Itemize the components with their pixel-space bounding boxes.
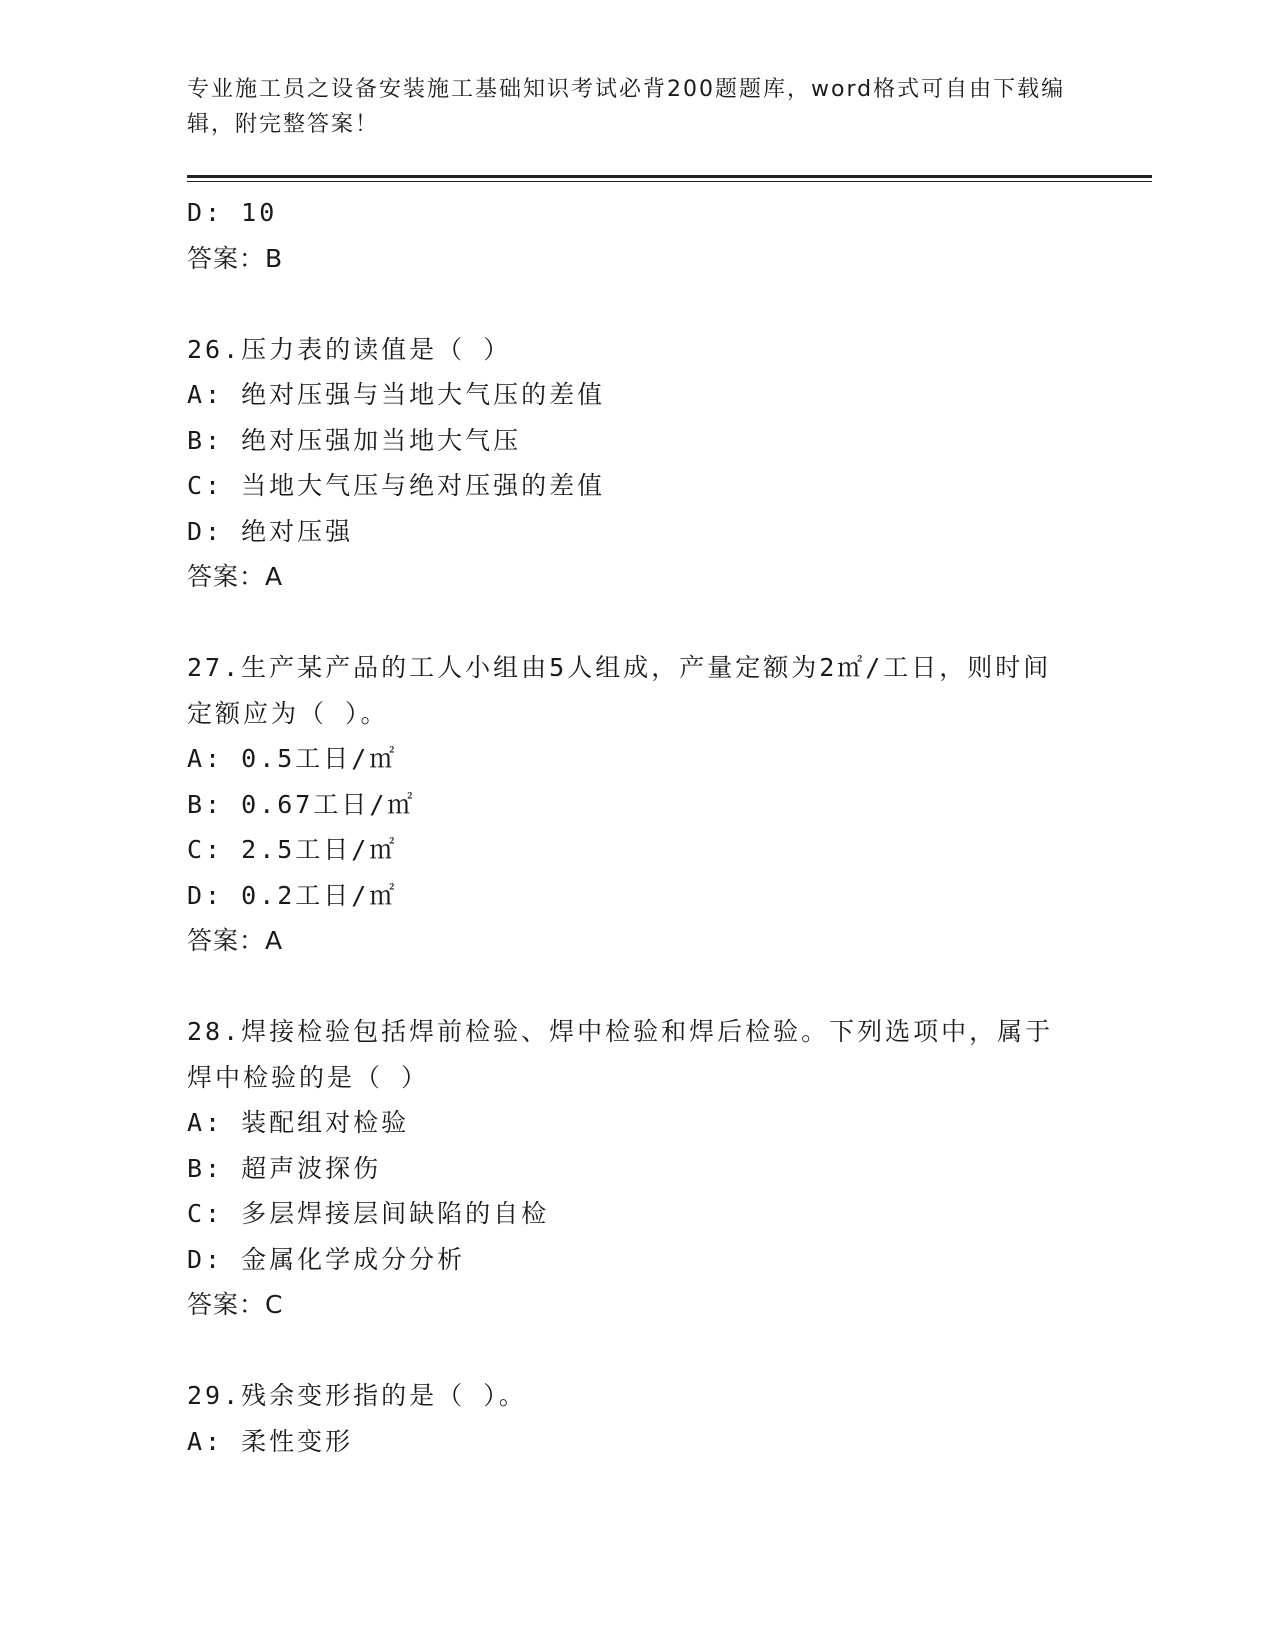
answer: 答案：A — [187, 926, 284, 955]
option-a: A: 柔性变形 — [187, 1426, 354, 1456]
question-stem: 29.残余变形指的是（ ）。 — [187, 1381, 527, 1410]
option-d: D: 0.2工日/㎡ — [187, 880, 398, 910]
answer: 答案：A — [187, 562, 284, 591]
option-a: A: 0.5工日/㎡ — [187, 744, 398, 773]
option-d: D: 10 — [187, 198, 278, 227]
document-header: 专业施工员之设备安装施工基础知识考试必背200题题库，word格式可自由下载编辑，附完整答案！ — [187, 77, 1066, 137]
answer: 答案：B — [187, 243, 284, 273]
option-c: C: 2.5工日/㎡ — [187, 835, 398, 864]
option-a: A: 装配组对检验 — [187, 1108, 410, 1137]
answer: 答案：C — [187, 1290, 284, 1319]
question-stem: 26.压力表的读值是（ ） — [187, 334, 512, 364]
question-28 — [187, 1009, 1137, 1328]
question-stem: 27.生产某产品的工人小组由5人组成，产量定额为2㎡/工日，则时间定额应为（ ）。 — [187, 653, 1052, 728]
question-27 — [187, 645, 1137, 964]
option-b: B: 超声波探伤 — [187, 1153, 382, 1183]
header-divider-thin — [187, 181, 1152, 182]
option-b: B: 0.67工日/㎡ — [187, 789, 416, 819]
question-26 — [187, 327, 1137, 600]
option-c: C: 当地大气压与绝对压强的差值 — [187, 471, 606, 500]
option-b: B: 绝对压强加当地大气压 — [187, 425, 522, 455]
option-d: D: 金属化学成分分析 — [187, 1244, 466, 1274]
header-divider — [187, 175, 1152, 178]
question-29 — [187, 1373, 1137, 1464]
option-a: A: 绝对压强与当地大气压的差值 — [187, 380, 606, 409]
option-d: D: 绝对压强 — [187, 516, 354, 546]
option-c: C: 多层焊接层间缺陷的自检 — [187, 1199, 550, 1228]
question-list — [187, 190, 1137, 1464]
question-stem: 28.焊接检验包括焊前检验、焊中检验和焊后检验。下列选项中，属于焊中检验的是（ ） — [187, 1017, 1054, 1092]
